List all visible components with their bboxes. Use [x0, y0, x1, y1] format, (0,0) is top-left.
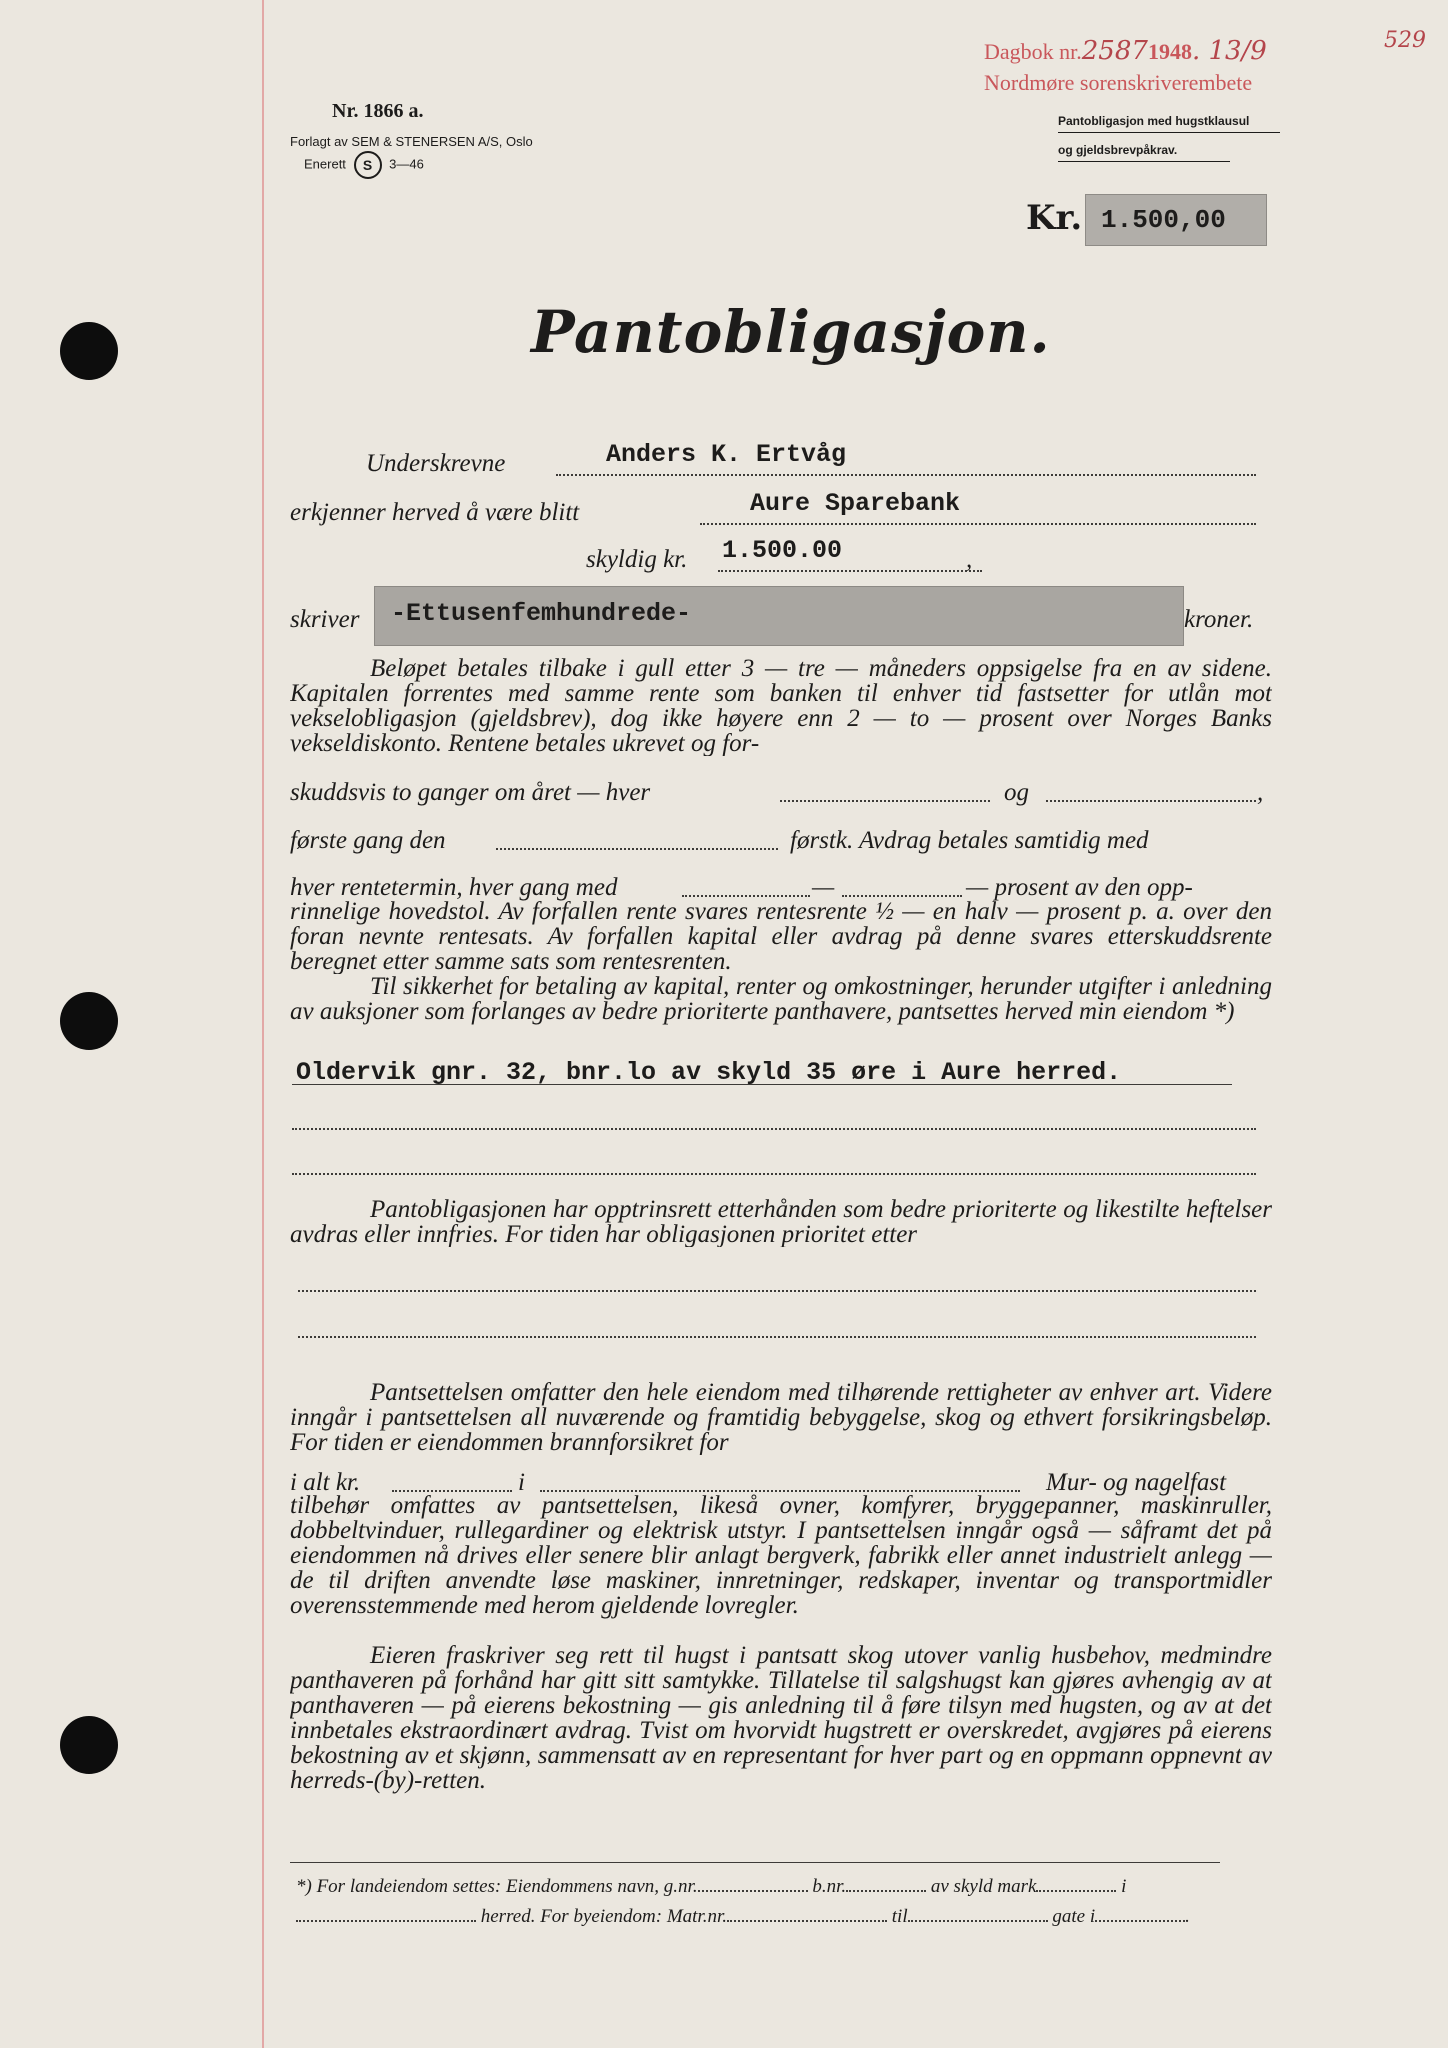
page-number: 529 — [1384, 28, 1426, 53]
interest-line-comma: , — [1257, 779, 1264, 806]
interest-dotline — [780, 800, 990, 802]
owed-label: skyldig kr. — [586, 546, 688, 573]
amount-label: Kr. — [1026, 198, 1083, 238]
interest-line-label: skuddsvis to ganger om året — hver — [290, 779, 651, 806]
footnote-skyld: av skyld mark — [930, 1876, 1037, 1897]
footnote-rule — [290, 1862, 1220, 1863]
installment-dotline — [842, 895, 962, 897]
footnote-i: i — [1121, 1876, 1127, 1897]
first-date-label: første gang den — [290, 827, 446, 854]
printer-code: 3—46 — [389, 156, 424, 172]
footnote-gate: gate i — [1052, 1906, 1096, 1927]
punch-hole — [60, 1716, 118, 1774]
printer-name: Forlagt av SEM & STENERSEN A/S, Oslo — [290, 134, 533, 149]
installment-dash: — — [812, 874, 835, 901]
security-clause: Til sikkerhet for betaling av kapital, renter og omkostninger, herunder utgifter i anledning av auksjoner som forlanges av bedre prioriterte panthavere, pantsettes herved min eiendom *) — [290, 974, 1272, 1025]
fixtures-clause: tilbehør omfattes av pantsettelsen, likeså ovner, komfyrer, bryggepanner, maskinruller, dobbeltvinduer, rullegardiner og elektrisk utstyr. I pantsettelsen inngår også — såframt det på eiendommen nå drives eller senere blir anlagt bergverk, fabrikk eller annet industrielt anlegg — de til driften anvendte løse maskiner, innretninger, redskaper, inventar og transportmidler overensstemmende med herom gjeldende lovregler. — [290, 1493, 1272, 1619]
owed-value: 1.500.00 — [722, 536, 843, 565]
priority-dotline — [298, 1290, 1256, 1292]
installment-label: hver rentetermin, hver gang med — [290, 874, 618, 901]
footnote-line2 — [296, 1906, 1190, 1928]
form-type-line2: og gjeldsbrevpåkrav. — [1058, 143, 1178, 157]
first-date-dotline — [496, 848, 778, 850]
written-amount-box — [374, 586, 1184, 646]
property-dotline — [292, 1128, 1256, 1130]
amount-box — [1085, 194, 1267, 246]
amount-value: 1.500,00 — [1101, 205, 1226, 235]
owed-dotline — [718, 570, 982, 572]
stamp-number: 2587 — [1081, 36, 1148, 66]
pledge-scope-clause: Pantsettelsen omfatter den hele eiendom med tilhørende rettigheter av enhver art. Videre inngår i pantsettelsen all nuværende og framtidig bebyggelse, skog og ethvert forsikringsbeløp. For tiden er eiendommen brannforsikret for — [290, 1380, 1272, 1455]
undersigned-label: Underskrevne — [366, 450, 506, 477]
installment-dotline — [682, 895, 810, 897]
punch-hole — [60, 992, 118, 1050]
creditor-dotline — [700, 523, 1256, 525]
repayment-terms: Beløpet betales tilbake i gull etter 3 — tre — måneders oppsigelse fra en av sidene. Kapitalen forrentes med samme rente som banken til enhver tid fastsetter for utlån mot vekselobligasjon (gjeldsbrev), dog ikke høyere enn 2 — to — prosent over Norges Banks vekseldiskonto. Rentene betales ukrevet og for- — [290, 656, 1272, 756]
written-suffix: kroner. — [1184, 606, 1254, 633]
printer-rights — [304, 151, 424, 179]
footnote-til: til — [891, 1906, 908, 1927]
priority-clause: Pantobligasjonen har opptrinsrett etterhånden som bedre prioriterte og likestilte heftelser avdras eller innfries. For tiden har obligasjonen prioritet etter — [290, 1197, 1272, 1247]
footnote-city: herred. For byeiendom: Matr.nr. — [480, 1906, 728, 1927]
margin-rule — [262, 0, 264, 2048]
insurance-in: i — [518, 1469, 525, 1496]
insurance-dotline — [392, 1490, 512, 1492]
printer-line — [290, 134, 533, 149]
form-type-rule — [1058, 132, 1280, 133]
footnote-end: . — [1185, 1906, 1190, 1927]
stamp-label: Dagbok nr. — [984, 39, 1082, 64]
undersigned-value: Anders K. Ertvåg — [606, 440, 847, 469]
form-type-rule — [1058, 161, 1230, 162]
stamp-office: Nordmøre sorenskriverembete — [984, 70, 1253, 95]
printer-logo-icon: S — [354, 151, 382, 179]
property-dotline — [292, 1173, 1256, 1175]
stamp-date: . 13/9 — [1191, 36, 1267, 66]
punch-hole — [60, 322, 118, 380]
interest-dotline — [1046, 800, 1256, 802]
property-rule — [292, 1084, 1232, 1085]
creditor-value: Aure Sparebank — [750, 489, 961, 518]
logging-clause: Eieren fraskriver seg rett til hugst i pantsatt skog utover vanlig husbehov, medmindre panthaveren på forhånd har gitt sitt samtykke. Tillatelse til salgshugst kan gjøres avhengig av at panthaveren — på eierens bekostning — gis anledning til å føre tilsyn med hugsten, og av at det innbetales ekstraordinært avdrag. Tvist om hvorvidt hugstrett er overskredet, avgjøres på eierens bekostning av et skjønn, sammensatt av en representant for hver part og en oppmann oppnevnt av herreds-(by)-retten. — [290, 1643, 1272, 1794]
undersigned-dotline — [556, 474, 1256, 476]
document-title: Pantobligasjon. — [531, 298, 1051, 366]
property-value: Oldervik gnr. 32, bnr.lo av skyld 35 øre i Aure herred. — [296, 1058, 1122, 1087]
first-date-suffix: førstk. Avdrag betales samtidig med — [790, 827, 1149, 854]
footnote-line1 — [296, 1876, 1126, 1898]
written-value: -Ettusenfemhundrede- — [391, 599, 692, 628]
footnote-bnr: b.nr. — [812, 1876, 847, 1897]
interest-clause: rinnelige hovedstol. Av forfallen rente svares rentesrente ½ — en halv — prosent p. a. over den foran nevnte rentesats. Av forfallen kapital eller avdrag på denne svares etterskuddsrente beregnet etter samme sats som rentesrenten. — [290, 899, 1272, 974]
insurance-suffix: Mur- og nagelfast — [1046, 1469, 1227, 1496]
form-number: Nr. 1866 a. — [332, 100, 424, 122]
written-label: skriver — [290, 606, 360, 633]
priority-dotline — [298, 1336, 1256, 1338]
interest-line-and: og — [1004, 779, 1029, 806]
stamp-year: 1948 — [1147, 39, 1192, 64]
installment-suffix: — prosent av den opp- — [966, 874, 1193, 901]
owed-suffix: , — [966, 546, 973, 573]
form-type-line1: Pantobligasjon med hugstklausul — [1058, 114, 1250, 128]
printer-rights-label: Enerett — [304, 156, 346, 172]
insurance-dotline — [540, 1490, 1020, 1492]
registry-stamp — [984, 36, 1267, 66]
footnote-land: *) For landeiendom settes: Eiendommens navn, g.nr. — [296, 1876, 698, 1897]
insurance-label: i alt kr. — [290, 1469, 361, 1496]
creditor-label: erkjenner herved å være blitt — [290, 499, 580, 526]
